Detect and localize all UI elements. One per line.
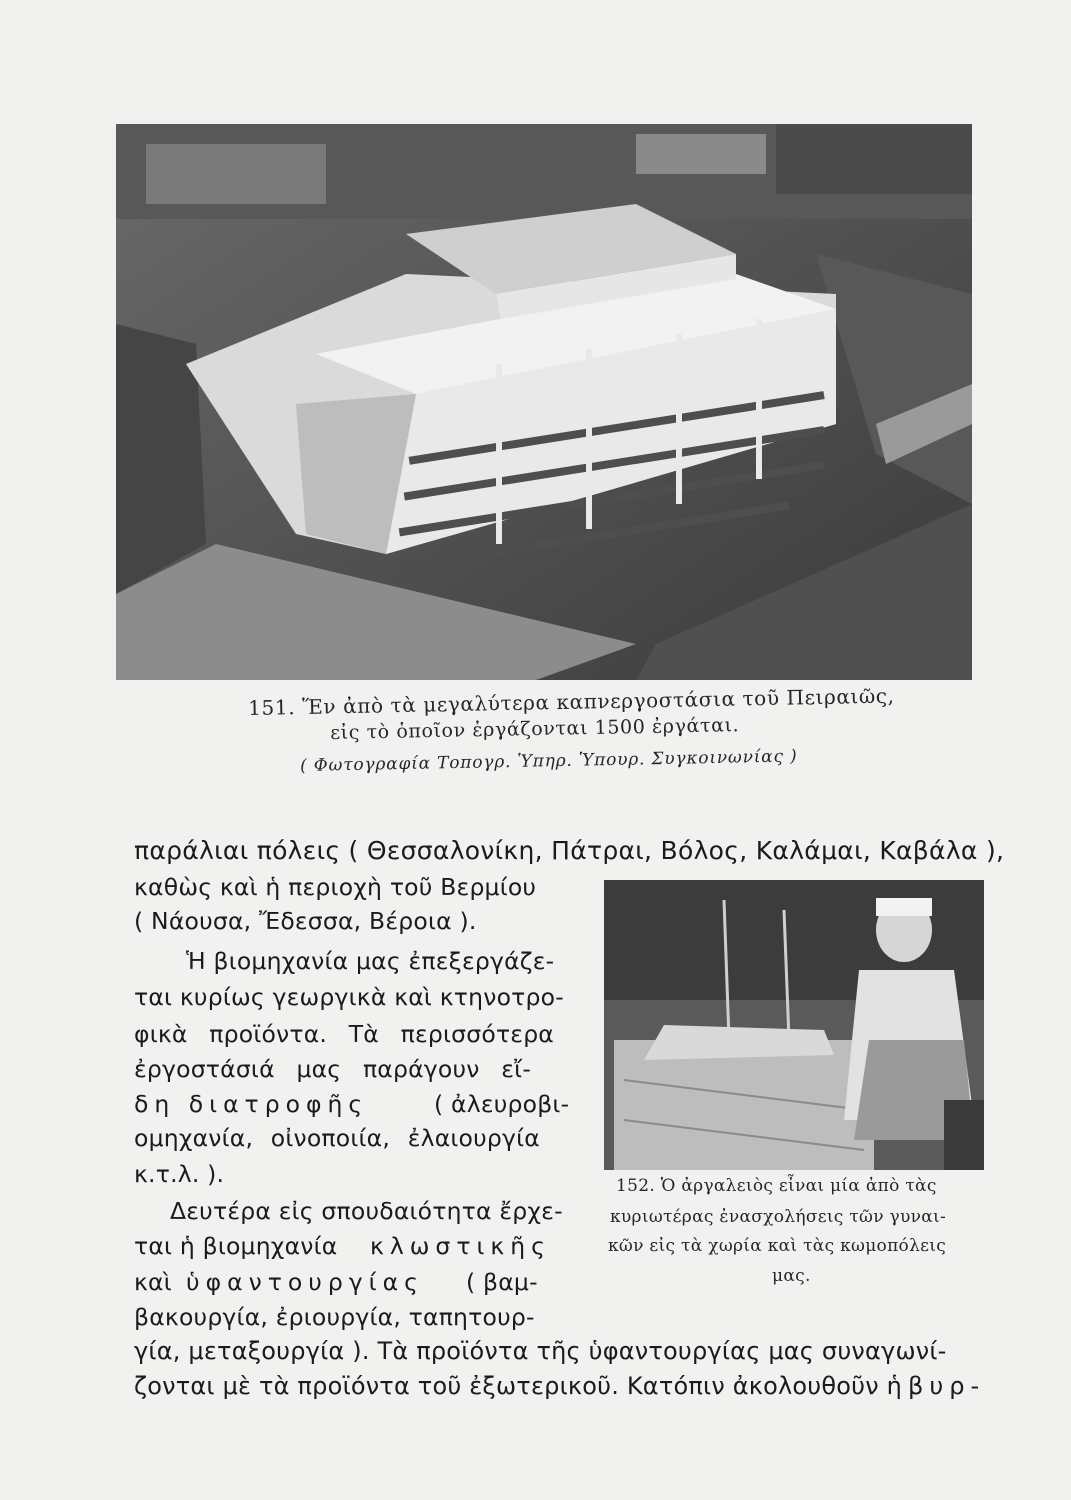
- factory-aerial-photo: [116, 124, 972, 680]
- loom-weaver-photo: [604, 880, 984, 1170]
- body-line: ζονται μὲ τὰ προϊόντα τοῦ ἐξωτερικοῦ. Κατόπιν ἀκολουθοῦν ἡ: [134, 1372, 903, 1400]
- body-line-emphasis: κλωστικῆς: [370, 1232, 551, 1260]
- body-line: βακουργία, ἐριουργία, ταπητουρ-: [134, 1303, 535, 1331]
- body-line: καθὼς καὶ ἡ περιοχὴ τοῦ Βερμίου: [134, 873, 537, 901]
- body-line: γία, μεταξουργία ). Τὰ προϊόντα τῆς ὑφαντουργίας μας συναγωνί-: [134, 1337, 947, 1365]
- body-line: Δευτέρα εἰς σπουδαιότητα ἔρχε-: [170, 1197, 563, 1225]
- body-line: ( ἀλευροβι-: [434, 1090, 570, 1118]
- body-line: ( Νάουσα, Ἔδεσσα, Βέροια ).: [134, 907, 477, 935]
- figure-152-caption-line1: 152. Ὁ ἀργαλειὸς εἶναι μία ἀπὸ τὰς: [616, 1176, 937, 1196]
- body-line: ομηχανία, οἰνοποιία, ἐλαιουργία: [134, 1124, 540, 1152]
- body-line-emphasis: δη διατροφῆς: [134, 1090, 369, 1118]
- body-line-emphasis: ὑφαντουργίας: [186, 1268, 424, 1296]
- body-line: ἐργοστάσιά μας παράγουν εἴ-: [134, 1055, 532, 1083]
- figure-152-caption-line2: κυριωτέρας ἐνασχολήσεις τῶν γυναι-: [610, 1207, 947, 1227]
- figure-151-caption-line2: εἰς τὸ ὁποῖον ἐργάζονται 1500 ἐργάται.: [330, 714, 740, 744]
- figure-151-caption-line1: 151. Ἕν ἀπὸ τὰ μεγαλύτερα καπνεργοστάσια τοῦ Πειραιῶς,: [248, 683, 895, 720]
- body-line: ( βαμ-: [466, 1268, 538, 1296]
- figure-152-caption-line4: μας.: [772, 1266, 811, 1286]
- body-line: καὶ: [134, 1268, 172, 1296]
- figure-151-photo-credit: ( Φωτογραφία Τοπογρ. Ὑπηρ. Ὑπουρ. Συγκοινωνίας ): [300, 746, 798, 776]
- figure-152-caption-line3: κῶν εἰς τὰ χωρία καὶ τὰς κωμοπόλεις: [608, 1236, 947, 1256]
- body-line: παράλιαι πόλεις ( Θεσσαλονίκη, Πάτραι, Βόλος, Καλάμαι, Καβάλα ),: [134, 836, 1005, 865]
- body-line: φικὰ προϊόντα. Τὰ περισσότερα: [134, 1020, 555, 1048]
- body-line-emphasis: βυρ-: [908, 1372, 986, 1400]
- body-line: κ.τ.λ. ).: [134, 1160, 225, 1188]
- body-line: ται κυρίως γεωργικὰ καὶ κτηνοτρο-: [134, 983, 564, 1011]
- body-line: Ἡ βιομηχανία μας ἐπεξεργάζε-: [186, 947, 555, 975]
- body-line: ται ἡ βιομηχανία: [134, 1232, 338, 1260]
